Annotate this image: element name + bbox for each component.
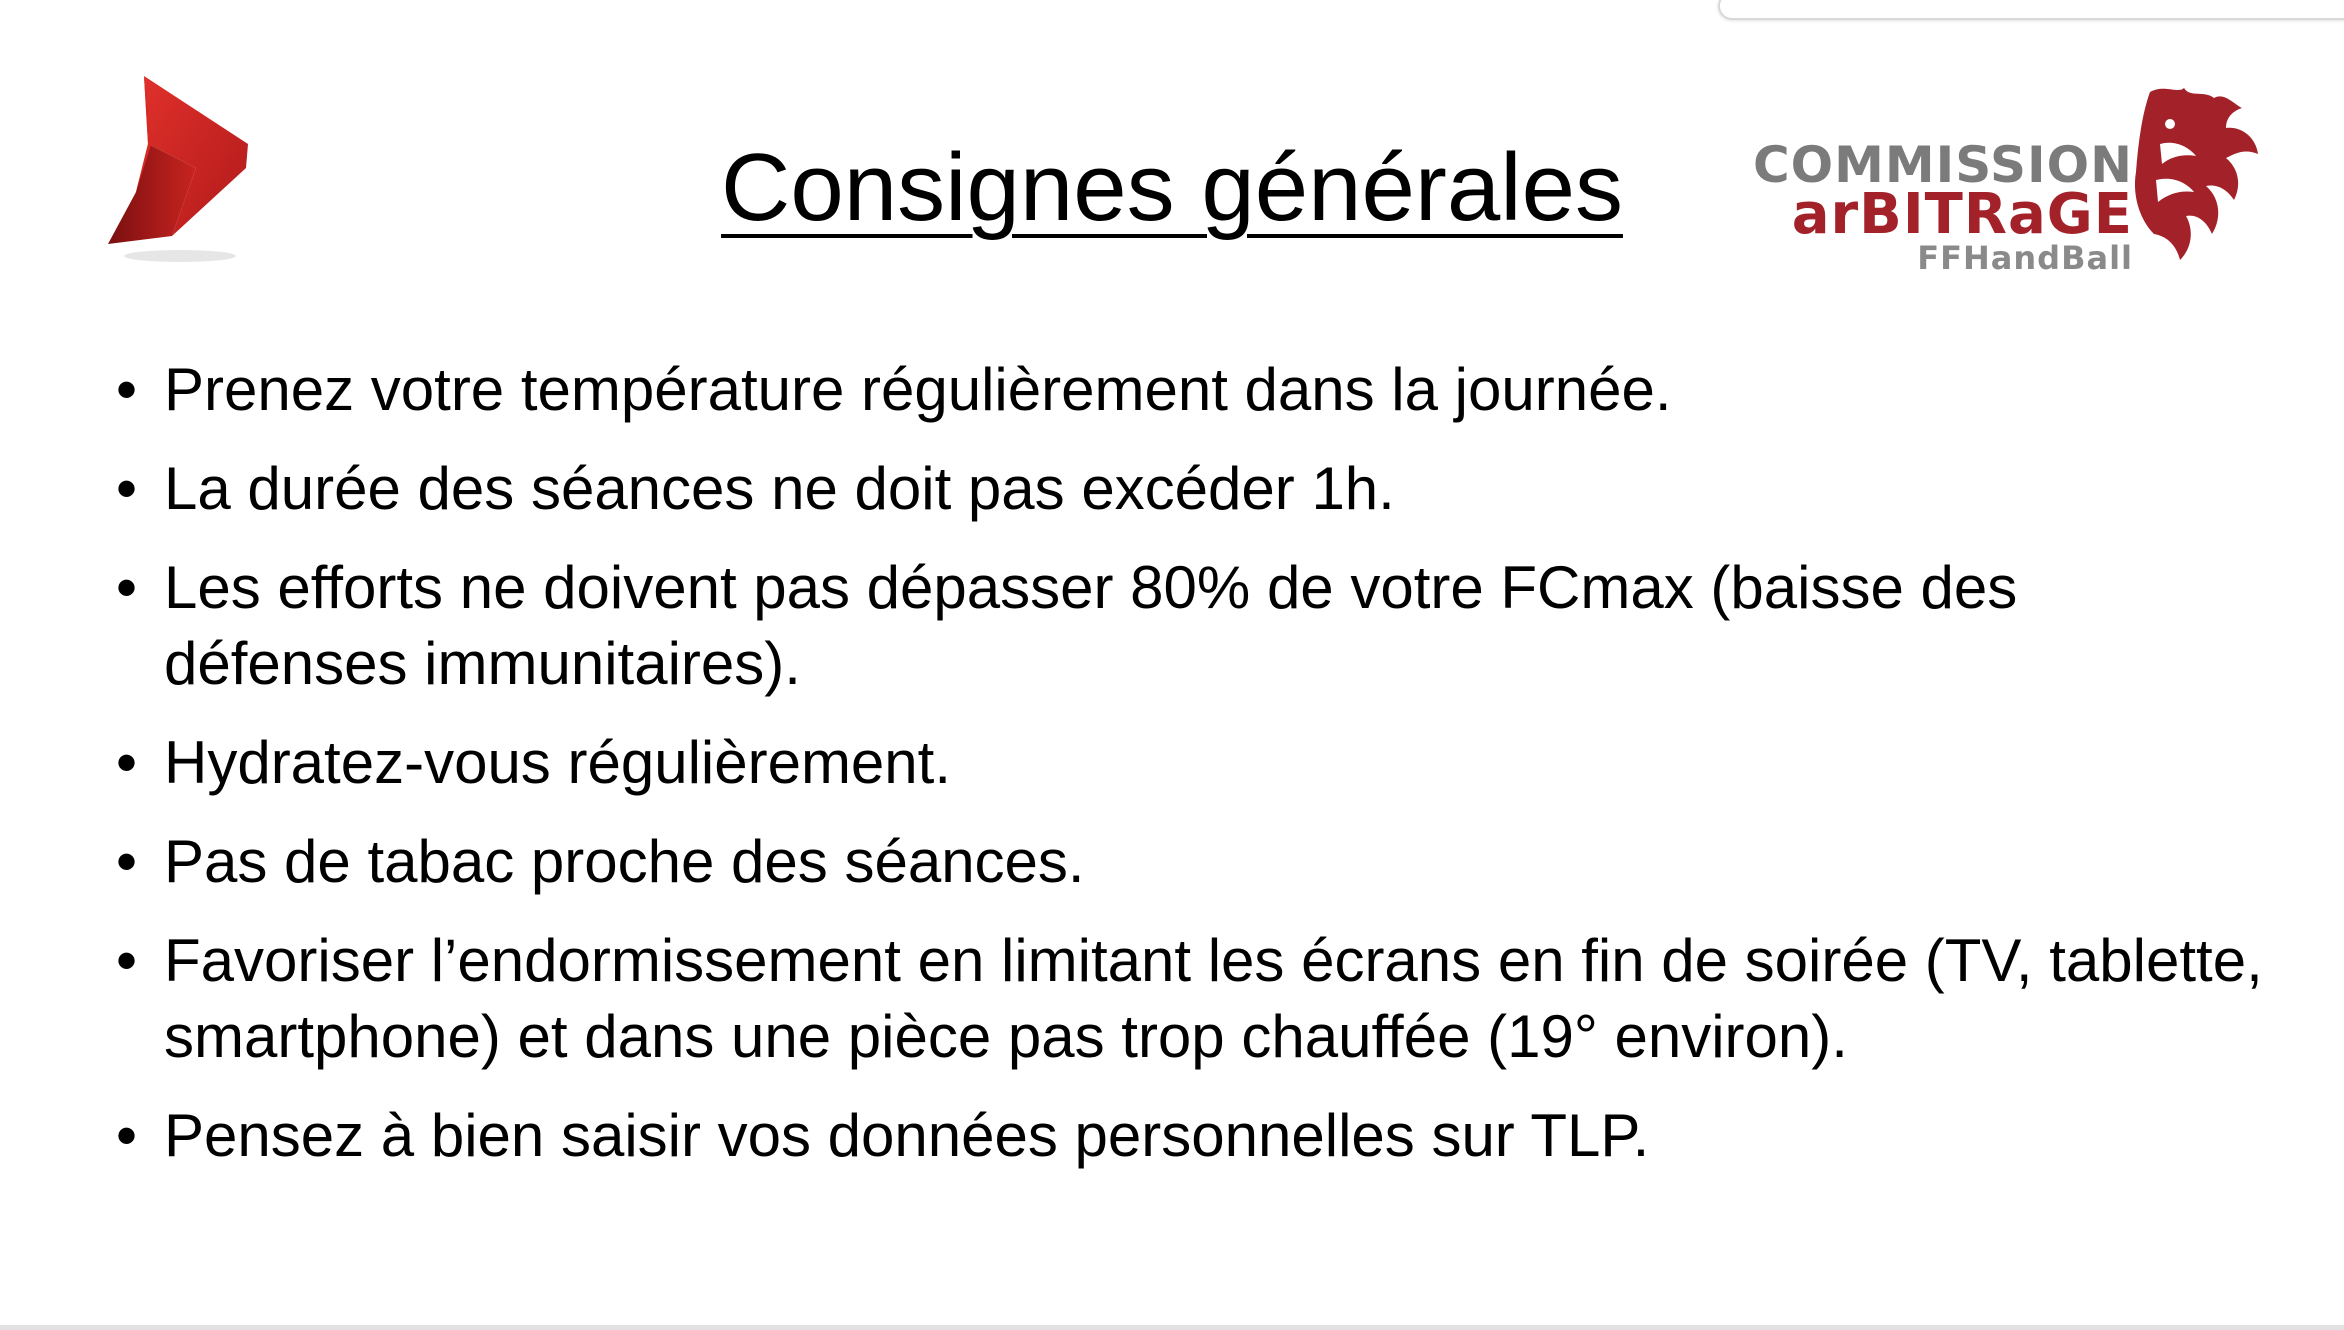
page-title-text: Consignes générales <box>721 134 1623 241</box>
list-item <box>116 352 2266 428</box>
bullet-marker: • <box>116 455 138 522</box>
logo-line-arbitrage: arBITRaGE <box>1791 182 2133 247</box>
bullet-marker: • <box>116 927 138 994</box>
rooster-logo-icon <box>2130 84 2270 274</box>
list-item-text: La durée des séances ne doit pas excéder 1h. <box>164 455 1395 522</box>
bullet-marker: • <box>116 828 138 895</box>
list-item <box>116 550 2266 702</box>
list-item <box>116 451 2266 527</box>
list-item-text: Pas de tabac proche des séances. <box>164 828 1085 895</box>
list-item-text: Hydratez-vous régulièrement. <box>164 729 952 796</box>
list-item <box>116 725 2266 801</box>
list-item-text: Prenez votre température régulièrement dans la journée. <box>164 356 1672 423</box>
list-item-text: Pensez à bien saisir vos données personnelles sur TLP. <box>164 1102 1650 1169</box>
logo-line-commission: COMMISSION <box>1752 136 2133 194</box>
list-item <box>116 824 2266 900</box>
bullet-marker: • <box>116 554 138 621</box>
list-item-text: Favoriser l’endormissement en limitant les écrans en fin de soirée (TV, tablette, smartphone) et dans une pièce pas trop chauffée (19° environ). <box>164 927 2263 1070</box>
bottom-divider <box>0 1325 2344 1330</box>
bullet-marker: • <box>116 729 138 796</box>
list-item-text: Les efforts ne doivent pas dépasser 80% de votre FCmax (baisse des défenses immunitaires). <box>164 554 2018 697</box>
bullet-marker: • <box>116 1102 138 1169</box>
list-item <box>116 923 2266 1075</box>
bullet-list <box>116 352 2266 1197</box>
logo-line-ffhandball: FFHandBall <box>1917 239 2133 277</box>
commission-arbitrage-logo <box>1752 84 2270 284</box>
bullet-marker: • <box>116 356 138 423</box>
list-item <box>116 1098 2266 1174</box>
window-edge <box>1718 0 2344 20</box>
